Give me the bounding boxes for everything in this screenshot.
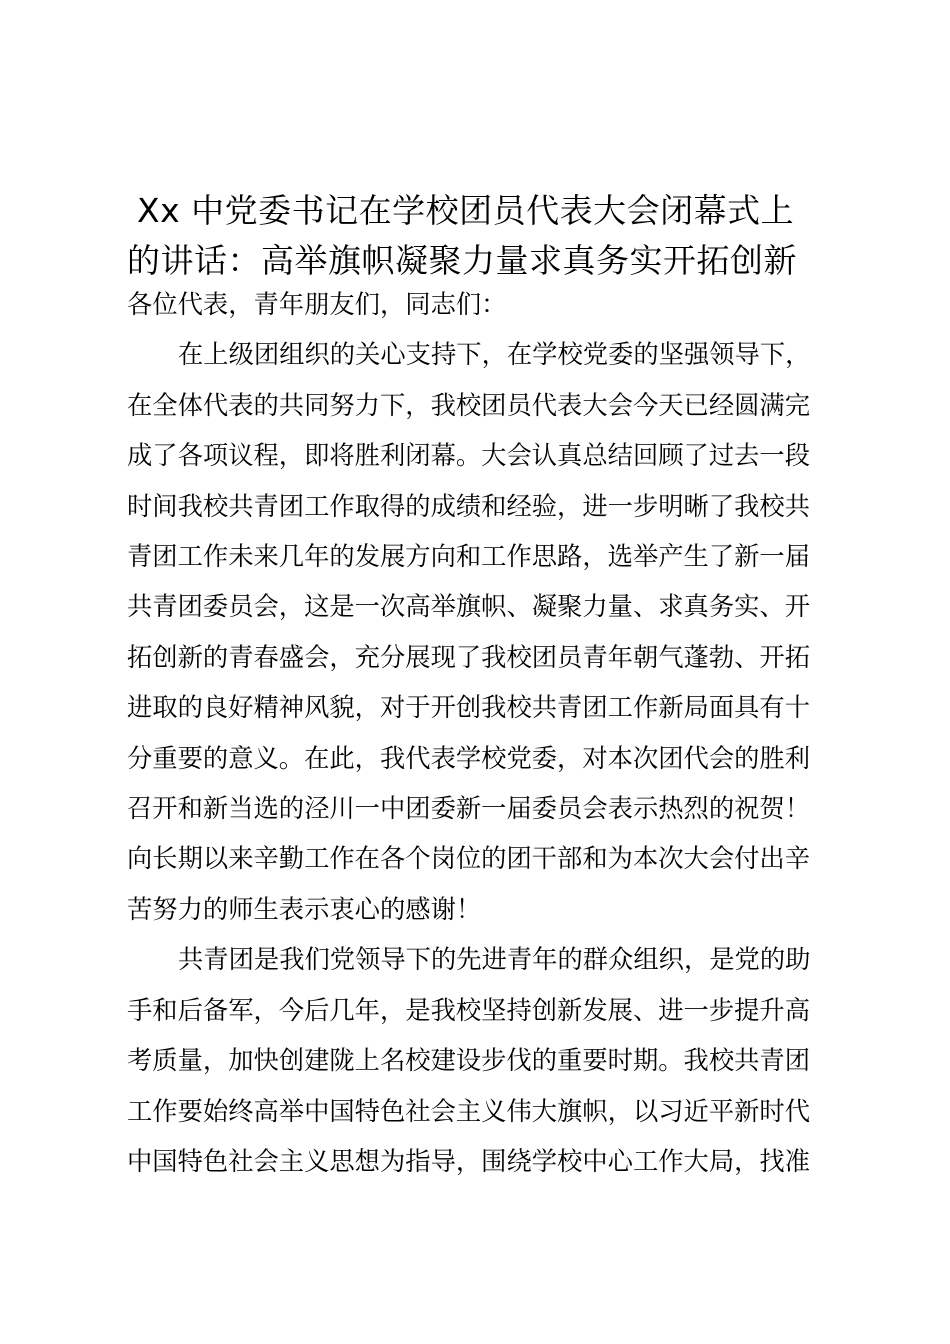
paragraph-1 [127,330,837,935]
text-line: 向长期以来辛勤工作在各个岗位的团干部和为本次大会付出辛 [127,844,811,874]
salutation [127,280,837,330]
text-line: 分重要的意义。在此，我代表学校党委，对本次团代会的胜利 [127,743,811,773]
text-line: 考质量，加快创建陇上名校建设步伐的重要时期。我校共青团 [127,1046,811,1076]
text-line: 拓创新的青春盛会，充分展现了我校团员青年朝气蓬勃、开拓 [127,642,811,672]
title-line: 的讲话：高举旗帜凝聚力量求真务实开拓创新 [127,241,797,280]
title-line: Xx 中党委书记在学校团员代表大会闭幕式上 [137,191,795,230]
text-line: 在全体代表的共同努力下，我校团员代表大会今天已经圆满完 [127,390,811,420]
document-title [127,186,837,286]
text-line: 成了各项议程，即将胜利闭幕。大会认真总结回顾了过去一段 [127,441,811,471]
text-line: 共青团委员会，这是一次高举旗帜、凝聚力量、求真务实、开 [127,592,811,622]
text-line: 进取的良好精神风貌，对于开创我校共青团工作新局面具有十 [127,693,811,723]
text-line: 手和后备军，今后几年，是我校坚持创新发展、进一步提升高 [127,995,811,1025]
document-body [127,280,837,1187]
text-line: 召开和新当选的泾川一中团委新一届委员会表示热烈的祝贺！ [127,794,811,824]
text-line: 苦努力的师生表示衷心的感谢！ [127,894,482,924]
text-line: 在上级团组织的关心支持下，在学校党委的坚强领导下， [178,340,811,370]
text-line: 青团工作未来几年的发展方向和工作思路，选举产生了新一届 [127,542,811,572]
text-line: 中国特色社会主义思想为指导，围绕学校中心工作大局，找准 [127,1146,811,1176]
text-line: 共青团是我们党领导下的先进青年的群众组织，是党的助 [178,945,811,975]
text-line: 时间我校共青团工作取得的成绩和经验，进一步明晰了我校共 [127,491,811,521]
text-line: 工作要始终高举中国特色社会主义伟大旗帜，以习近平新时代 [127,1096,811,1126]
salutation-line: 各位代表，青年朋友们，同志们： [127,290,507,319]
paragraph-2 [127,935,837,1187]
